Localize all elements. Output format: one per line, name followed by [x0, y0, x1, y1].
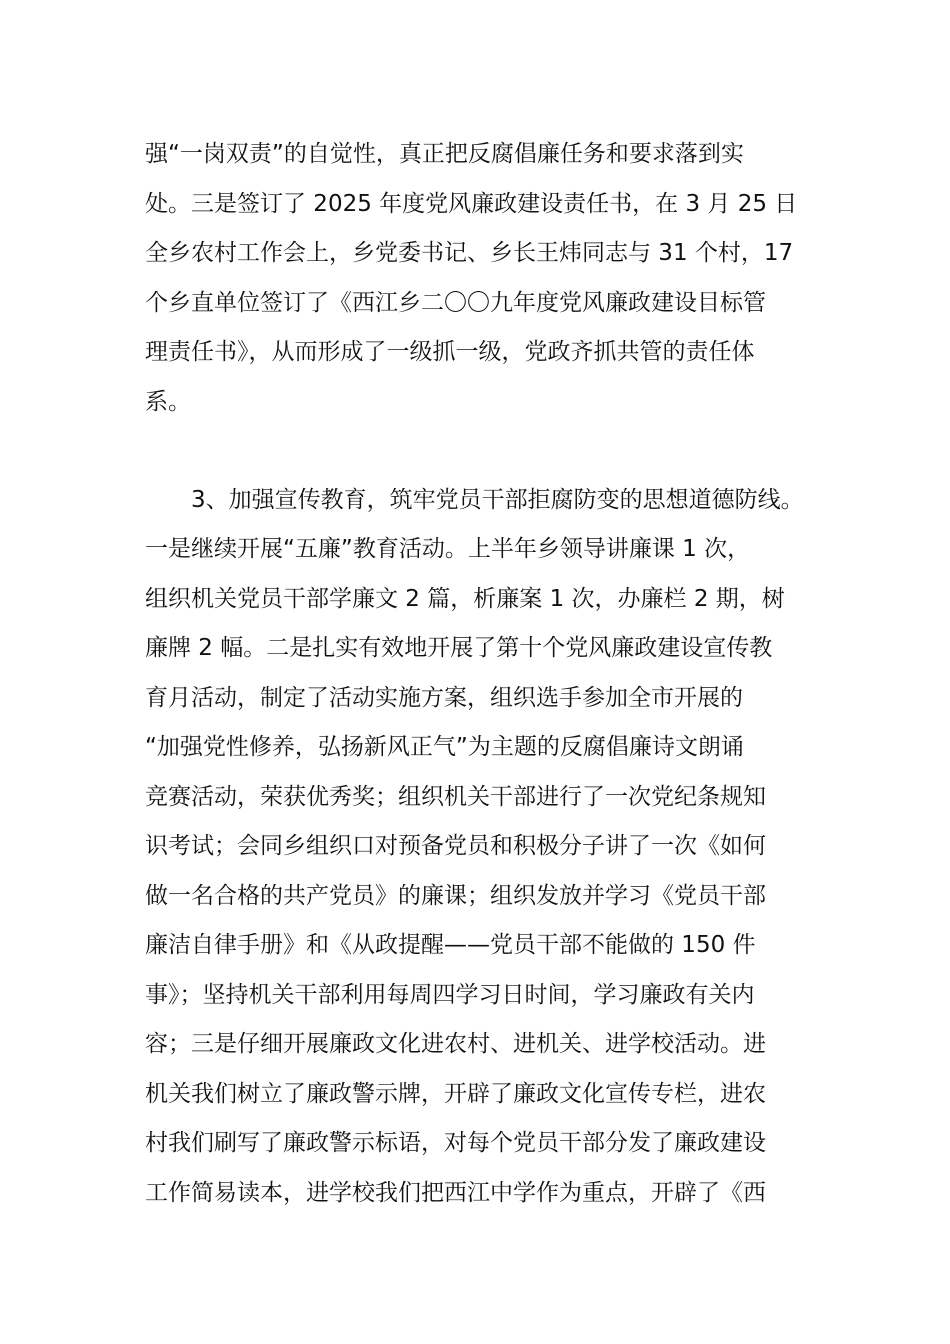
text-line: 廉牌 2 幅。二是扎实有效地开展了第十个党风廉政建设宣传教	[145, 635, 773, 661]
text-line: “加强党性修养，弘扬新风正气”为主题的反腐倡廉诗文朗诵	[145, 734, 744, 760]
text-line: 强“一岗双责”的自觉性，真正把反腐倡廉任务和要求落到实	[145, 141, 744, 167]
text-line: 竞赛活动，荣获优秀奖；组织机关干部进行了一次党纪条规知	[145, 784, 766, 810]
text-line: 廉洁自律手册》和《从政提醒——党员干部不能做的 150 件	[145, 932, 756, 958]
text-line: 容；三是仔细开展廉政文化进农村、进机关、进学校活动。进	[145, 1031, 766, 1057]
text-line: 组织机关党员干部学廉文 2 篇，析廉案 1 次，办廉栏 2 期，树	[145, 586, 785, 612]
text-line: 一是继续开展“五廉”教育活动。上半年乡领导讲廉课 1 次，	[145, 536, 751, 562]
text-line: 机关我们树立了廉政警示牌，开辟了廉政文化宣传专栏，进农	[145, 1081, 766, 1107]
text-line: 系。	[145, 389, 191, 415]
text-line: 个乡直单位签订了《西江乡二〇〇九年度党风廉政建设目标管	[145, 290, 766, 316]
text-line: 育月活动，制定了活动实施方案，组织选手参加全市开展的	[145, 685, 743, 711]
text-line: 理责任书》，从而形成了一级抓一级，党政齐抓共管的责任体	[145, 339, 755, 365]
text-line: 村我们刷写了廉政警示标语，对每个党员干部分发了廉政建设	[145, 1130, 766, 1156]
text-line: 做一名合格的共产党员》的廉课；组织发放并学习《党员干部	[145, 883, 766, 909]
text-line: 识考试；会同乡组织口对预备党员和积极分子讲了一次《如何	[145, 833, 766, 859]
text-line: 工作简易读本，进学校我们把西江中学作为重点，开辟了《西	[145, 1180, 766, 1206]
paragraph-heading-line: 3、加强宣传教育，筑牢党员干部拒腐防变的思想道德防线。	[191, 487, 804, 513]
text-line: 事》；坚持机关干部利用每周四学习日时间，学习廉政有关内	[145, 982, 755, 1008]
text-line: 全乡农村工作会上，乡党委书记、乡长王炜同志与 31 个村，17	[145, 240, 794, 266]
text-line: 处。三是签订了 2025 年度党风廉政建设责任书，在 3 月 25 日	[145, 191, 798, 217]
